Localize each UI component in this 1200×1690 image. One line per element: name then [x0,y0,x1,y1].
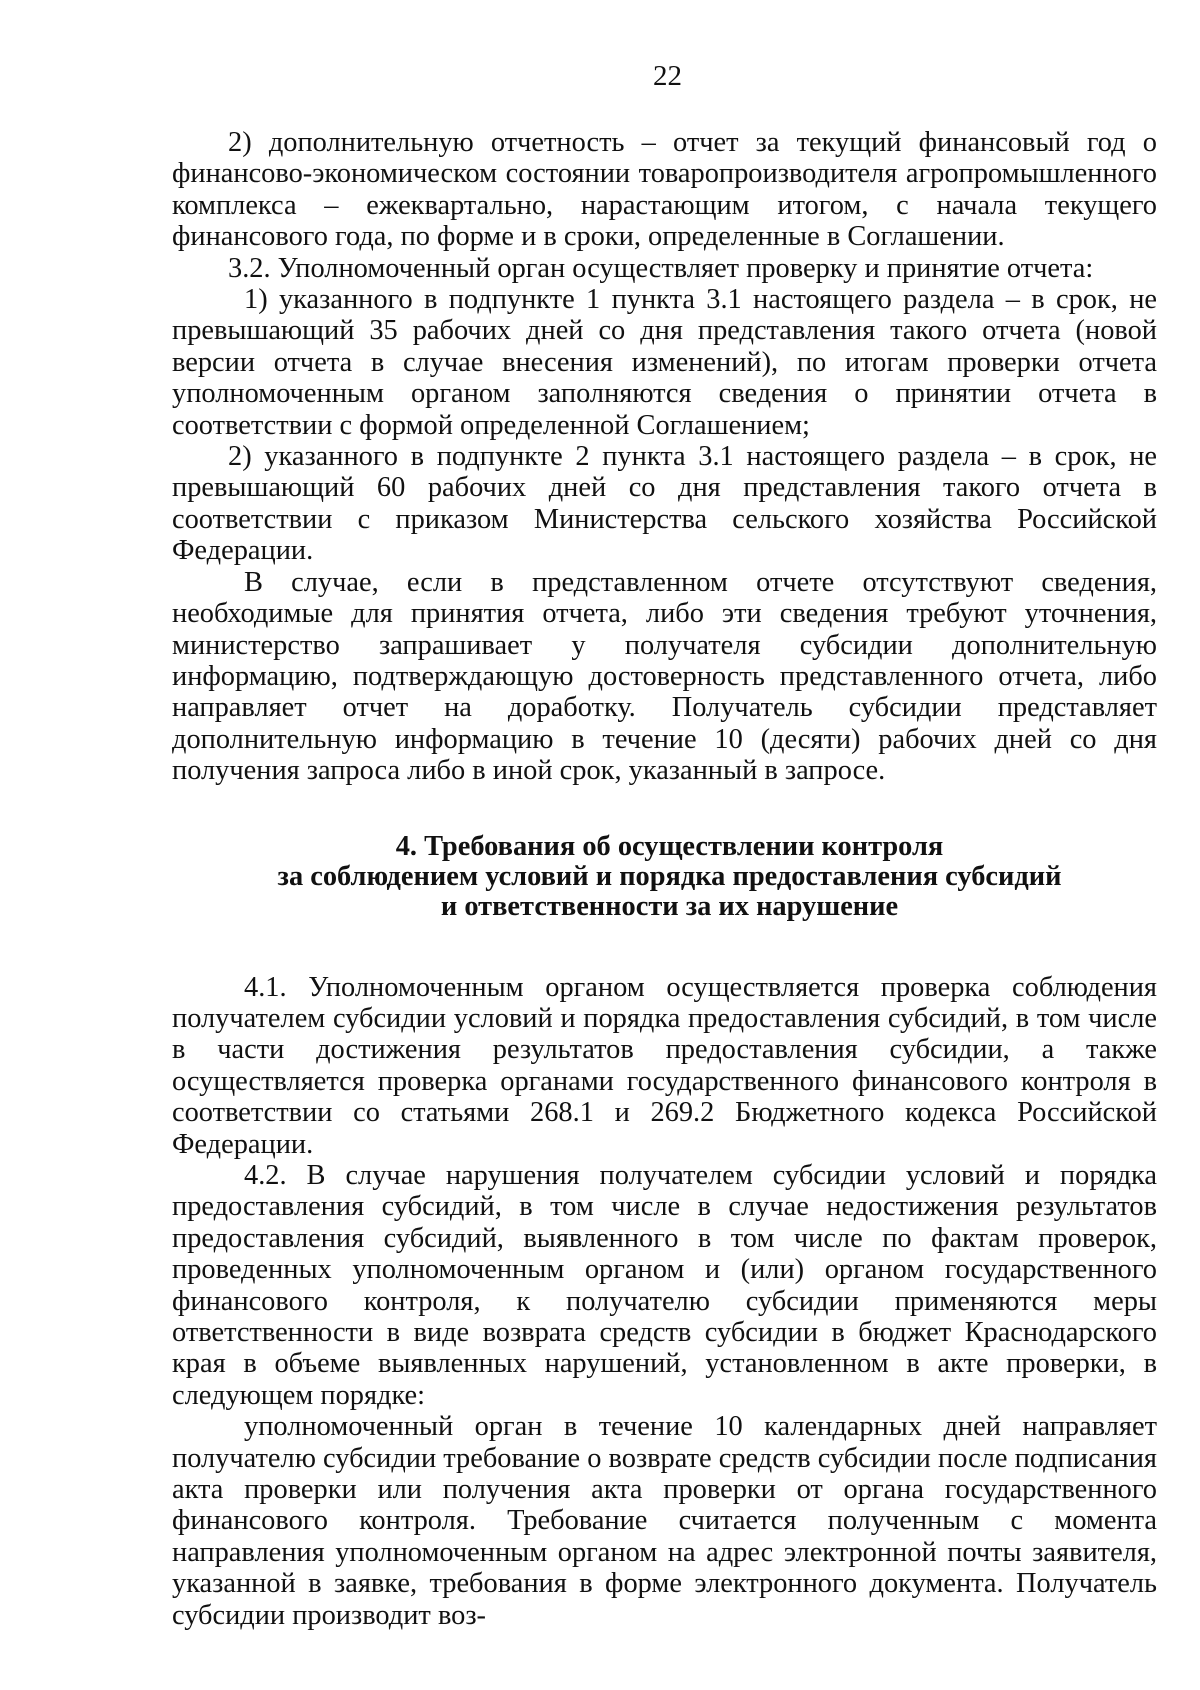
paragraph-3-2-item-1: 1) указанного в подпункте 1 пункта 3.1 настоящего раздела – в срок, не превышающий 35 рабочих дней со дня представления такого отчета (новой версии отчета в случае внесения изменений), по итогам проверки отчета уполномоченным органом заполняются сведения о принятии отчета в соответствии с формой определенной Соглашением; [172,284,1157,441]
section-heading-line-3: и ответственности за их нарушение [440,890,899,922]
section-heading-line-1: 4. Требования об осуществлении контроля [395,830,944,862]
paragraph-additional-reporting: 2) дополнительную отчетность – отчет за текущий финансовый год о финансово-экономическом состоянии товаропроизводителя агропромышленного комплекса – ежеквартально, нарастающим итогом, с начала текущего финансового года, по форме и в сроки, определенные в Соглашении. [172,127,1157,253]
section-heading-line-2: за соблюдением условий и порядка предоставления субсидий [277,860,1062,892]
paragraph-4-2: 4.2. В случае нарушения получателем субсидии условий и порядка предоставления субсидий, в том числе в случае недостижения результатов предоставления субсидий, выявленного в том числе по фактам проверок, проведенных уполномоченным органом и (или) органом государственного финансового контроля, к получателю субсидии применяются меры ответственности в виде возврата средств субсидии в бюджет Краснодарского края в объеме выявленных нарушений, установленном в акте проверки, в следующем порядке: [172,1159,1157,1411]
paragraph-refund-procedure: уполномоченный орган в течение 10 календарных дней направляет получателю субсидии требование о возврате средств субсидии после подписания акта проверки или получения акта проверки от органа государственного финансового контроля. Требование считается полученным с момента направления уполномоченным органом на адрес электронной почты заявителя, указанной в заявке, требования в форме электронного документа. Получатель субсидии производит воз- [172,1411,1157,1631]
document-body [172,127,1157,1631]
paragraph-3-2-item-2: 2) указанного в подпункте 2 пункта 3.1 настоящего раздела – в срок, не превышающий 60 рабочих дней со дня представления такого отчета в соответствии с приказом Министерства сельского хозяйства Российской Федерации. [172,441,1157,567]
page-number: 22 [653,60,682,92]
paragraph-3-2: 3.2. Уполномоченный орган осуществляет проверку и принятие отчета: [228,252,1094,284]
paragraph-additional-info: В случае, если в представленном отчете отсутствуют сведения, необходимые для принятия отчета, либо эти сведения требуют уточнения, министерство запрашивает у получателя субсидии дополнительную информацию, подтверждающую достоверность представленного отчета, либо направляет отчет на доработку. Получатель субсидии представляет дополнительную информацию в течение 10 (десяти) рабочих дней со дня получения запроса либо в иной срок, указанный в запросе. [172,566,1157,787]
paragraph-4-1: 4.1. Уполномоченным органом осуществляется проверка соблюдения получателем субсидии условий и порядка предоставления субсидий, в том числе в части достижения результатов предоставления субсидии, а также осуществляется проверка органами государственного финансового контроля в соответствии со статьями 268.1 и 269.2 Бюджетного кодекса Российской Федерации. [172,971,1157,1160]
section-4-heading [172,832,1157,922]
